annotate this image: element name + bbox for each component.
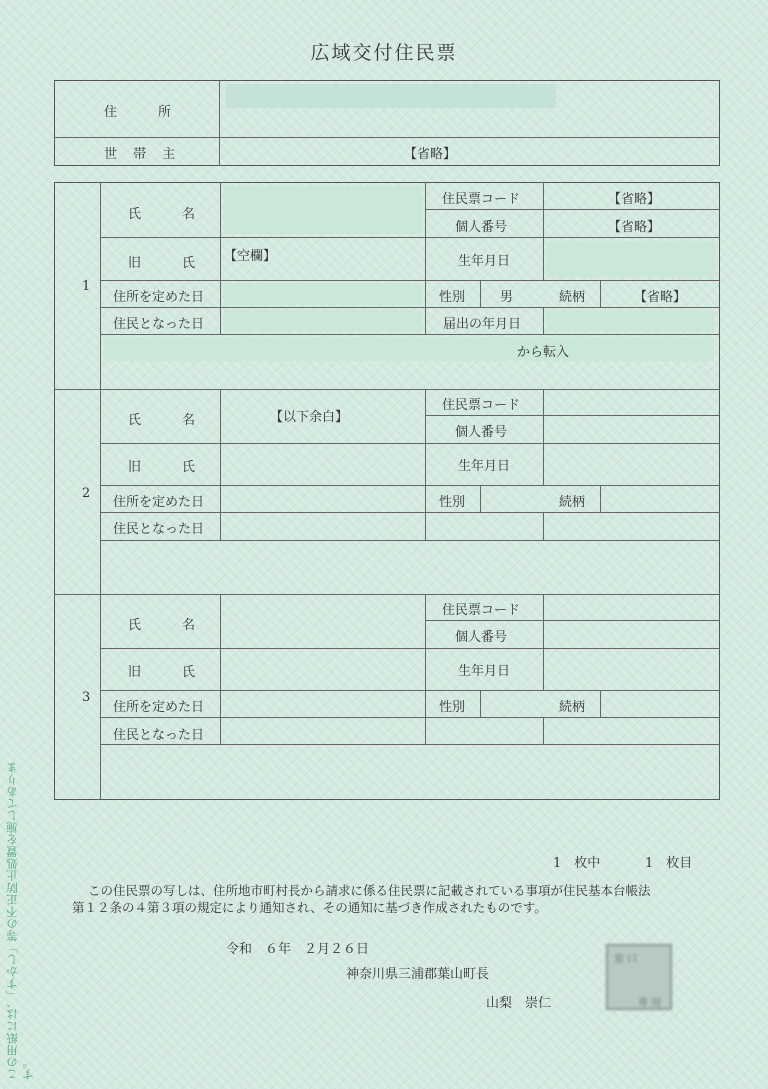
page-current: 1 枚目 — [645, 856, 693, 871]
person-1-former-value: 【空欄】 — [224, 249, 277, 264]
person-2-birth-label: 生年月日 — [458, 459, 511, 474]
person-3-former-label: 旧 氏 — [128, 665, 210, 680]
person-1-notification-label: 届出の年月日 — [443, 317, 522, 332]
person-2-gender-label: 性別 — [439, 495, 466, 510]
mayor-name: 山梨 崇仁 — [486, 996, 552, 1011]
person-1-former-label: 旧 氏 — [128, 256, 210, 271]
person-1-relationship-value: 【省略】 — [634, 290, 687, 305]
person-1-moved-in-note: から転入 — [517, 345, 570, 360]
person-1-birth-redaction — [547, 241, 715, 277]
person-2-name-note: 【以下余白】 — [270, 410, 349, 425]
person-2-residence-label: 住所を定めた日 — [113, 495, 205, 510]
person-1-name-redaction — [224, 186, 422, 234]
person-1-notification-redaction — [547, 310, 715, 332]
person-1-relationship-label: 続柄 — [559, 290, 586, 305]
person-2-former-label: 旧 氏 — [128, 460, 210, 475]
person-2-name-label: 氏 名 — [128, 413, 210, 428]
person-3-gender-label: 性別 — [439, 700, 466, 715]
person-1-resident-label: 住民となった日 — [113, 317, 205, 332]
person-3-name-label: 氏 名 — [128, 618, 210, 633]
person-3-residence-label: 住所を定めた日 — [113, 700, 205, 715]
person-1-residence-redaction — [224, 283, 422, 305]
person-3-index: 3 — [82, 690, 91, 705]
person-2-resident-label: 住民となった日 — [113, 522, 205, 537]
person-1-birth-label: 生年月日 — [458, 254, 511, 269]
certification-line-1: この住民票の写しは、住所地市町村長から請求に係る住民票に記載されている事項が住民基本台帳法 — [88, 883, 651, 898]
person-1-gender-value: 男 — [500, 290, 514, 305]
person-2-number-label: 個人番号 — [455, 425, 508, 440]
address-redaction — [226, 84, 556, 108]
person-1-index: 1 — [82, 279, 91, 294]
certification-line-2: 第１２条の４第３項の規定により通知され、その通知に基づき作成されたものです。 — [72, 900, 547, 915]
person-2-index: 2 — [82, 486, 91, 501]
official-seal: 窓 口 専 用 — [606, 944, 672, 1010]
document-title: 広域交付住民票 — [310, 42, 458, 64]
person-2-relationship-label: 続柄 — [559, 495, 586, 510]
person-3-resident-label: 住民となった日 — [113, 728, 205, 743]
issue-date: 令和 ６年 ２月２６日 — [226, 942, 370, 957]
person-3-birth-label: 生年月日 — [458, 664, 511, 679]
issuing-office: 神奈川県三浦郡葉山町長 — [346, 967, 490, 982]
person-3-relationship-label: 続柄 — [559, 700, 586, 715]
person-1-previous-address-redaction — [104, 337, 714, 361]
person-1-number-label: 個人番号 — [455, 220, 508, 235]
person-1-name-label: 氏 名 — [128, 207, 210, 222]
address-label: 住 所 — [104, 105, 186, 120]
person-2-code-label: 住民票コード — [442, 398, 521, 413]
anti-forgery-note: この用紙には、「すかし」等の不正防止処置を施してあります。 — [5, 761, 35, 1080]
page-total: 1 枚中 — [553, 856, 601, 871]
person-1-gender-label: 性別 — [439, 290, 466, 305]
person-1-residence-label: 住所を定めた日 — [113, 290, 205, 305]
person-1-code-value: 【省略】 — [608, 192, 661, 207]
householder-label: 世 帯 主 — [104, 147, 182, 162]
person-1-resident-redaction — [224, 310, 422, 332]
person-3-number-label: 個人番号 — [455, 630, 508, 645]
person-3-code-label: 住民票コード — [442, 603, 521, 618]
householder-value: 【省略】 — [404, 147, 457, 162]
person-1-number-value: 【省略】 — [608, 220, 661, 235]
person-1-code-label: 住民票コード — [442, 192, 521, 207]
